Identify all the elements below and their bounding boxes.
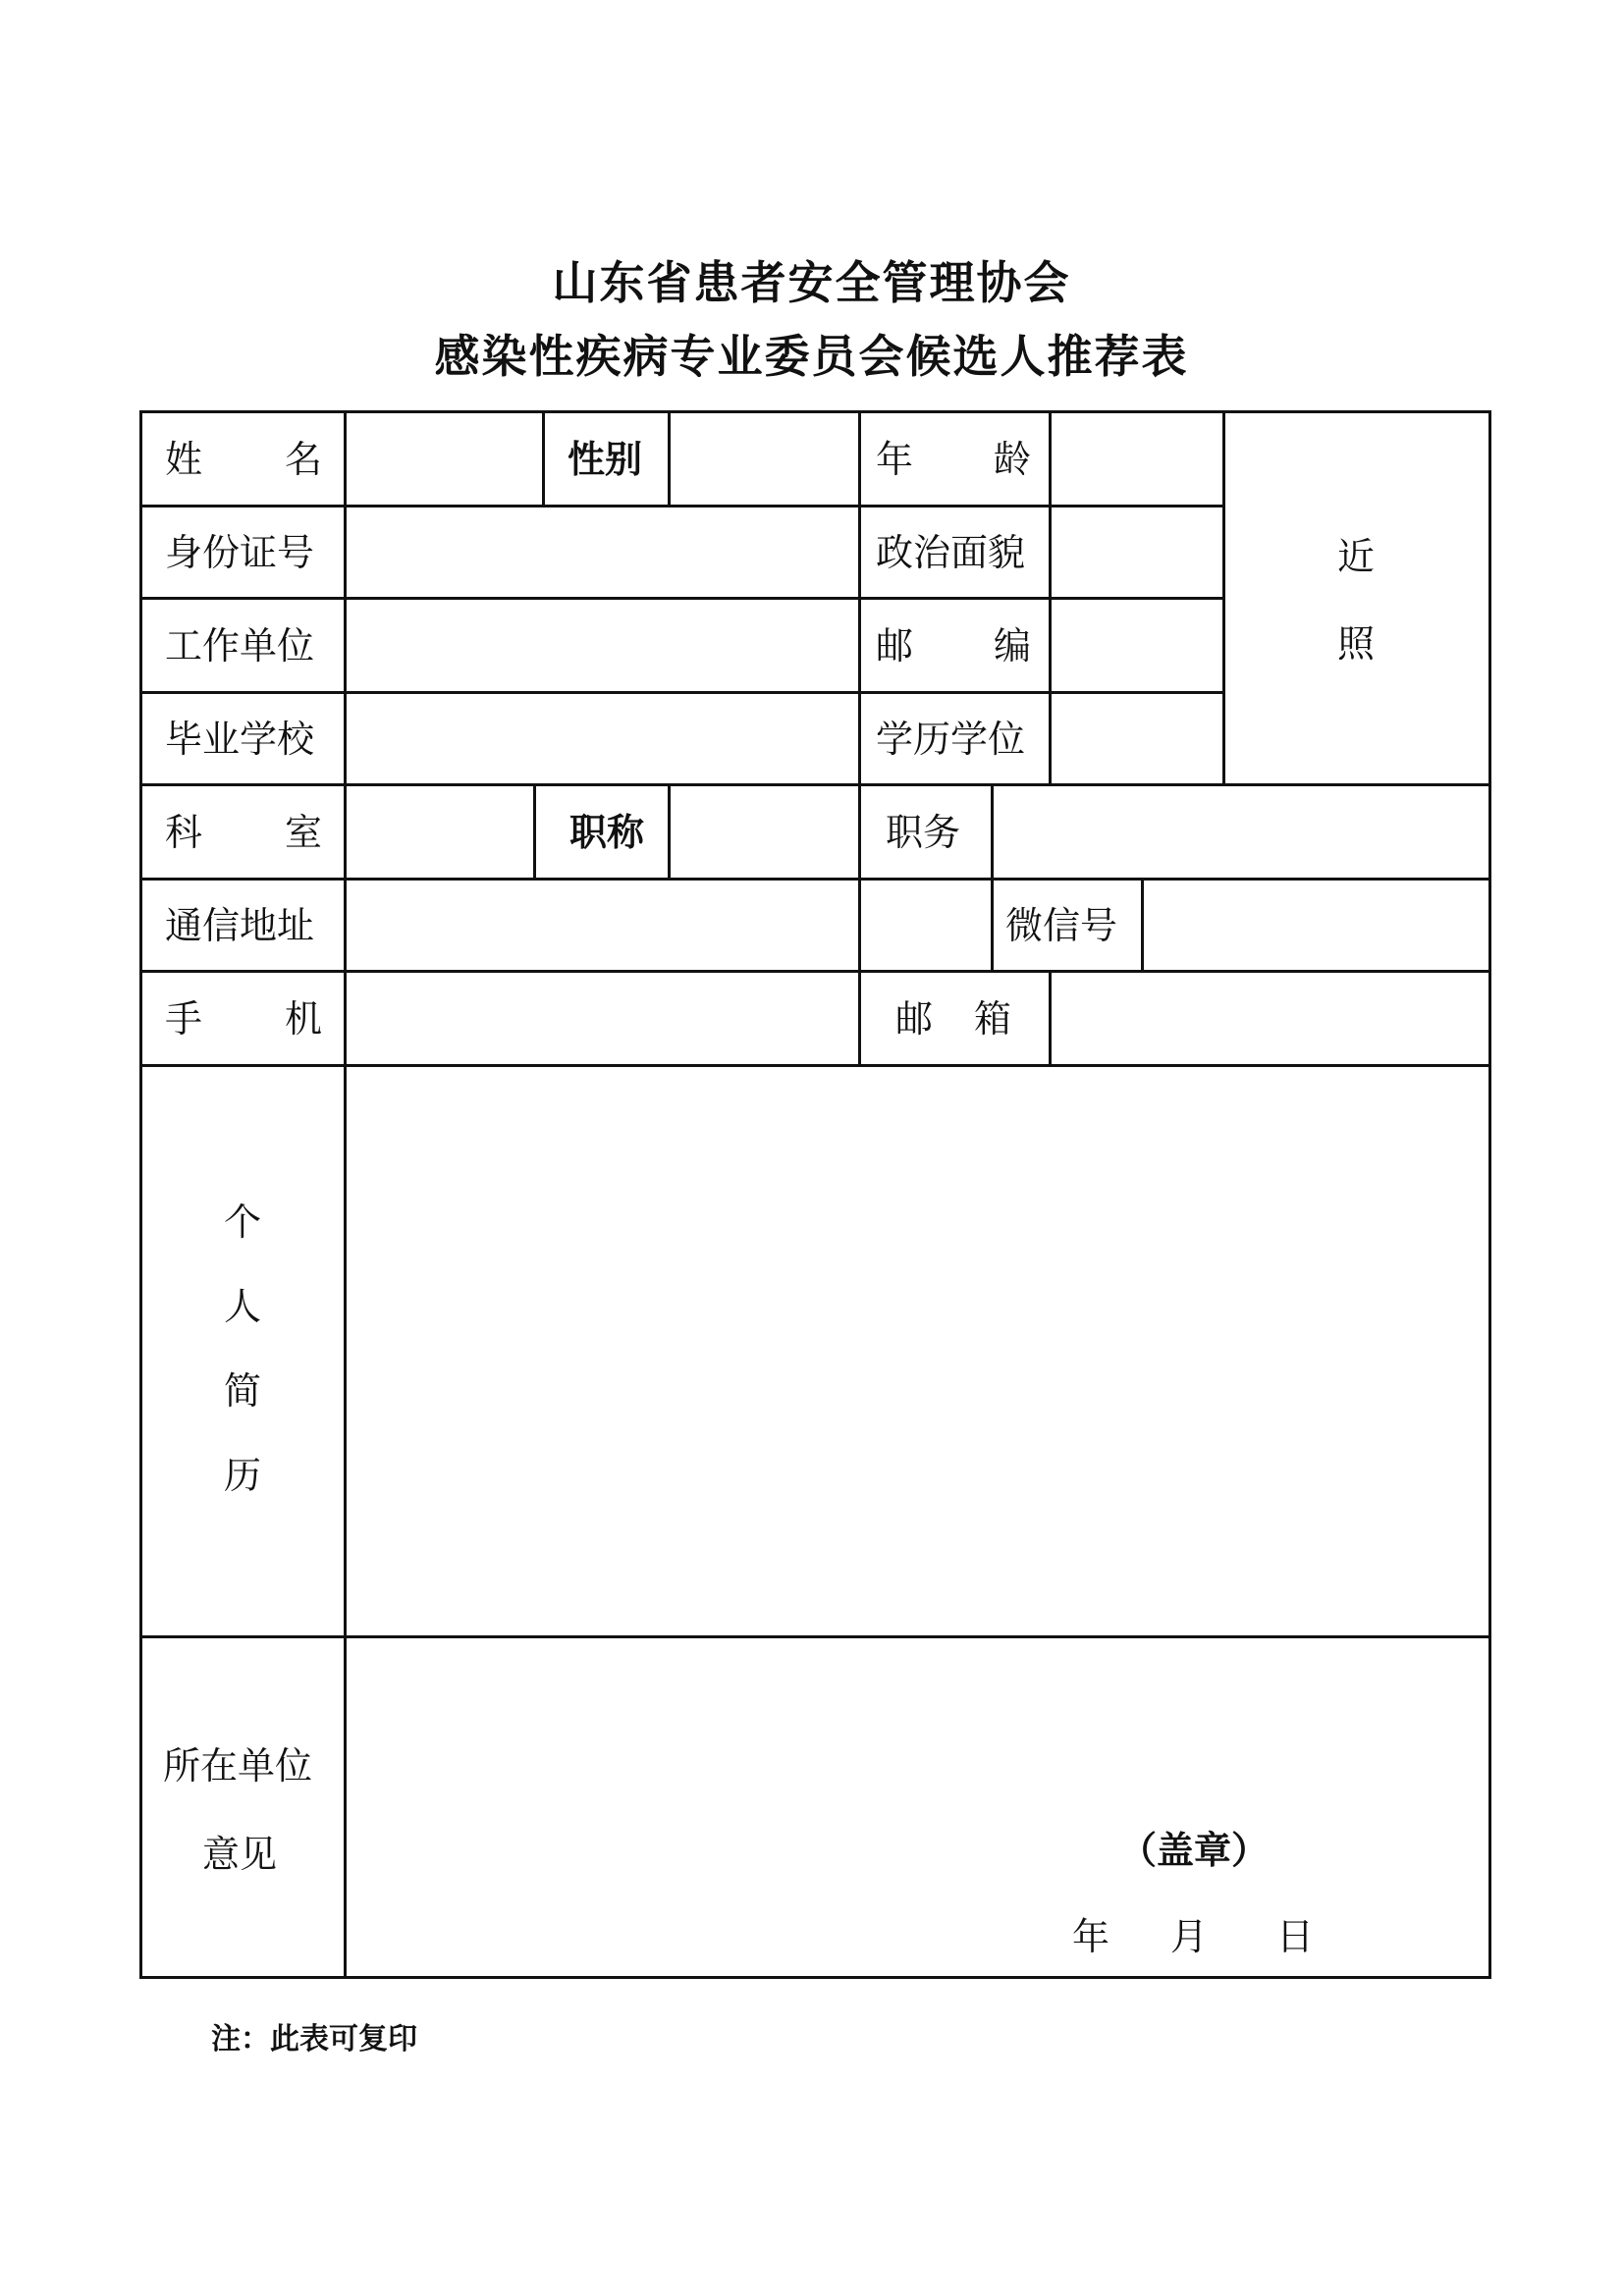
bio-label-char: 历 <box>224 1454 262 1497</box>
department-field[interactable] <box>347 786 533 878</box>
postcode-label <box>876 624 1031 667</box>
name-field[interactable] <box>347 413 542 505</box>
opinion-label-line1: 所在单位 <box>163 1744 313 1788</box>
date-year-label: 年 <box>1072 1915 1110 1958</box>
position-label: 职务 <box>886 811 961 854</box>
bio-label-char: 人 <box>224 1285 262 1328</box>
name-label <box>165 438 322 481</box>
degree-label: 学历学位 <box>876 718 1026 761</box>
email-label <box>895 997 1011 1041</box>
column-divider <box>533 783 536 878</box>
seal-label: （盖章） <box>1119 1829 1270 1872</box>
employer-field[interactable] <box>347 600 858 691</box>
gender-field[interactable] <box>671 413 858 505</box>
professional-title-field[interactable] <box>671 786 858 878</box>
name-label-char: 姓 <box>165 438 203 481</box>
email-label-char: 箱 <box>973 997 1011 1041</box>
photo-area[interactable] <box>1225 413 1488 783</box>
age-label <box>876 438 1031 481</box>
age-label-char: 龄 <box>993 438 1031 481</box>
id-number-field[interactable] <box>347 507 858 597</box>
mobile-label-char: 机 <box>284 997 322 1041</box>
mobile-field[interactable] <box>347 973 858 1064</box>
photo-label-char: 照 <box>1337 622 1376 666</box>
employer-label: 工作单位 <box>165 624 315 667</box>
name-label-char: 名 <box>284 438 322 481</box>
postcode-label-char: 邮 <box>876 624 914 667</box>
school-field[interactable] <box>347 694 858 783</box>
opinion-field[interactable] <box>347 1638 1488 1976</box>
form-title-line2: 感染性疾病专业委员会候选人推荐表 <box>434 330 1189 383</box>
id-number-label: 身份证号 <box>165 531 315 574</box>
wechat-field[interactable] <box>1144 881 1488 970</box>
age-label-char: 年 <box>876 438 914 481</box>
address-label: 通信地址 <box>165 904 315 947</box>
degree-field[interactable] <box>1052 694 1222 783</box>
professional-title-label: 职称 <box>569 811 645 854</box>
date-month-label: 月 <box>1170 1915 1209 1958</box>
position-field[interactable] <box>994 786 1488 878</box>
political-status-field[interactable] <box>1052 507 1222 597</box>
column-divider <box>542 410 545 505</box>
age-field[interactable] <box>1052 413 1222 505</box>
email-label-char: 邮 <box>895 997 934 1041</box>
gender-label: 性别 <box>568 438 643 481</box>
address-field[interactable] <box>347 881 991 970</box>
wechat-label: 微信号 <box>1005 904 1118 947</box>
bio-label-char: 个 <box>224 1201 262 1244</box>
footer-note: 注：此表可复印 <box>211 2022 417 2056</box>
political-status-label: 政治面貌 <box>876 531 1026 574</box>
department-label-char: 科 <box>165 811 203 854</box>
photo-label-char: 近 <box>1337 535 1376 578</box>
bio-label-char: 简 <box>224 1369 262 1413</box>
department-label <box>165 811 322 854</box>
date-day-label: 日 <box>1276 1915 1315 1958</box>
form-title-line1: 山东省患者安全管理协会 <box>552 256 1071 309</box>
department-label-char: 室 <box>284 811 322 854</box>
mobile-label <box>165 997 322 1041</box>
postcode-label-char: 编 <box>993 624 1031 667</box>
email-field[interactable] <box>1052 973 1488 1064</box>
postcode-field[interactable] <box>1052 600 1222 691</box>
mobile-label-char: 手 <box>165 997 203 1041</box>
bio-field[interactable] <box>347 1067 1488 1635</box>
school-label: 毕业学校 <box>165 718 315 761</box>
opinion-label-line2: 意见 <box>202 1833 278 1876</box>
